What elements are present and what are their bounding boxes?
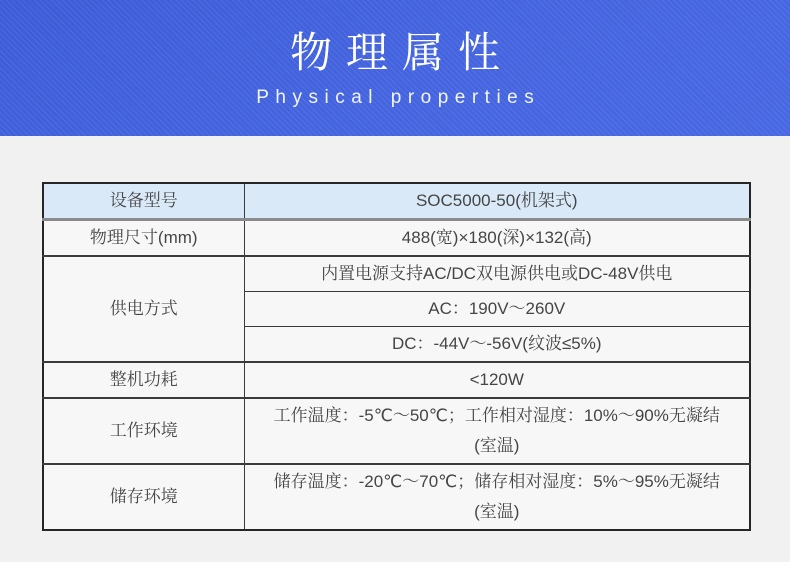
spec-label-power-supply: 供电方式 <box>43 256 244 362</box>
table-row <box>43 362 750 398</box>
spec-label-device-model: 设备型号 <box>43 183 244 220</box>
spec-value-power-consumption: <120W <box>244 362 750 398</box>
spec-label-storage-environment: 储存环境 <box>43 464 244 530</box>
table-row <box>43 398 750 464</box>
spec-value-working-environment: 工作温度：-5℃～50℃；工作相对湿度：10%～90%无凝结 (室温) <box>244 398 750 464</box>
spec-value-physical-size: 488(宽)×180(深)×132(高) <box>244 220 750 257</box>
spec-value-power-supply-dc: DC：-44V～-56V(纹波≤5%) <box>244 327 750 363</box>
spec-value-power-supply-ac: AC：190V～260V <box>244 292 750 327</box>
spec-table <box>42 182 751 531</box>
table-row <box>43 183 750 220</box>
spec-value-storage-environment: 储存温度：-20℃～70℃；储存相对湿度：5%～95%无凝结 (室温) <box>244 464 750 530</box>
spec-label-physical-size: 物理尺寸(mm) <box>43 220 244 257</box>
spec-label-power-consumption: 整机功耗 <box>43 362 244 398</box>
spec-value-device-model: SOC5000-50(机架式) <box>244 183 750 220</box>
table-row <box>43 464 750 530</box>
spec-label-working-environment: 工作环境 <box>43 398 244 464</box>
table-row <box>43 220 750 257</box>
page-subtitle: Physical properties <box>256 87 541 109</box>
page-title: 物理属性 <box>289 29 514 76</box>
table-row <box>43 256 750 292</box>
banner <box>0 0 790 136</box>
spec-value-power-supply-general: 内置电源支持AC/DC双电源供电或DC-48V供电 <box>244 256 750 292</box>
